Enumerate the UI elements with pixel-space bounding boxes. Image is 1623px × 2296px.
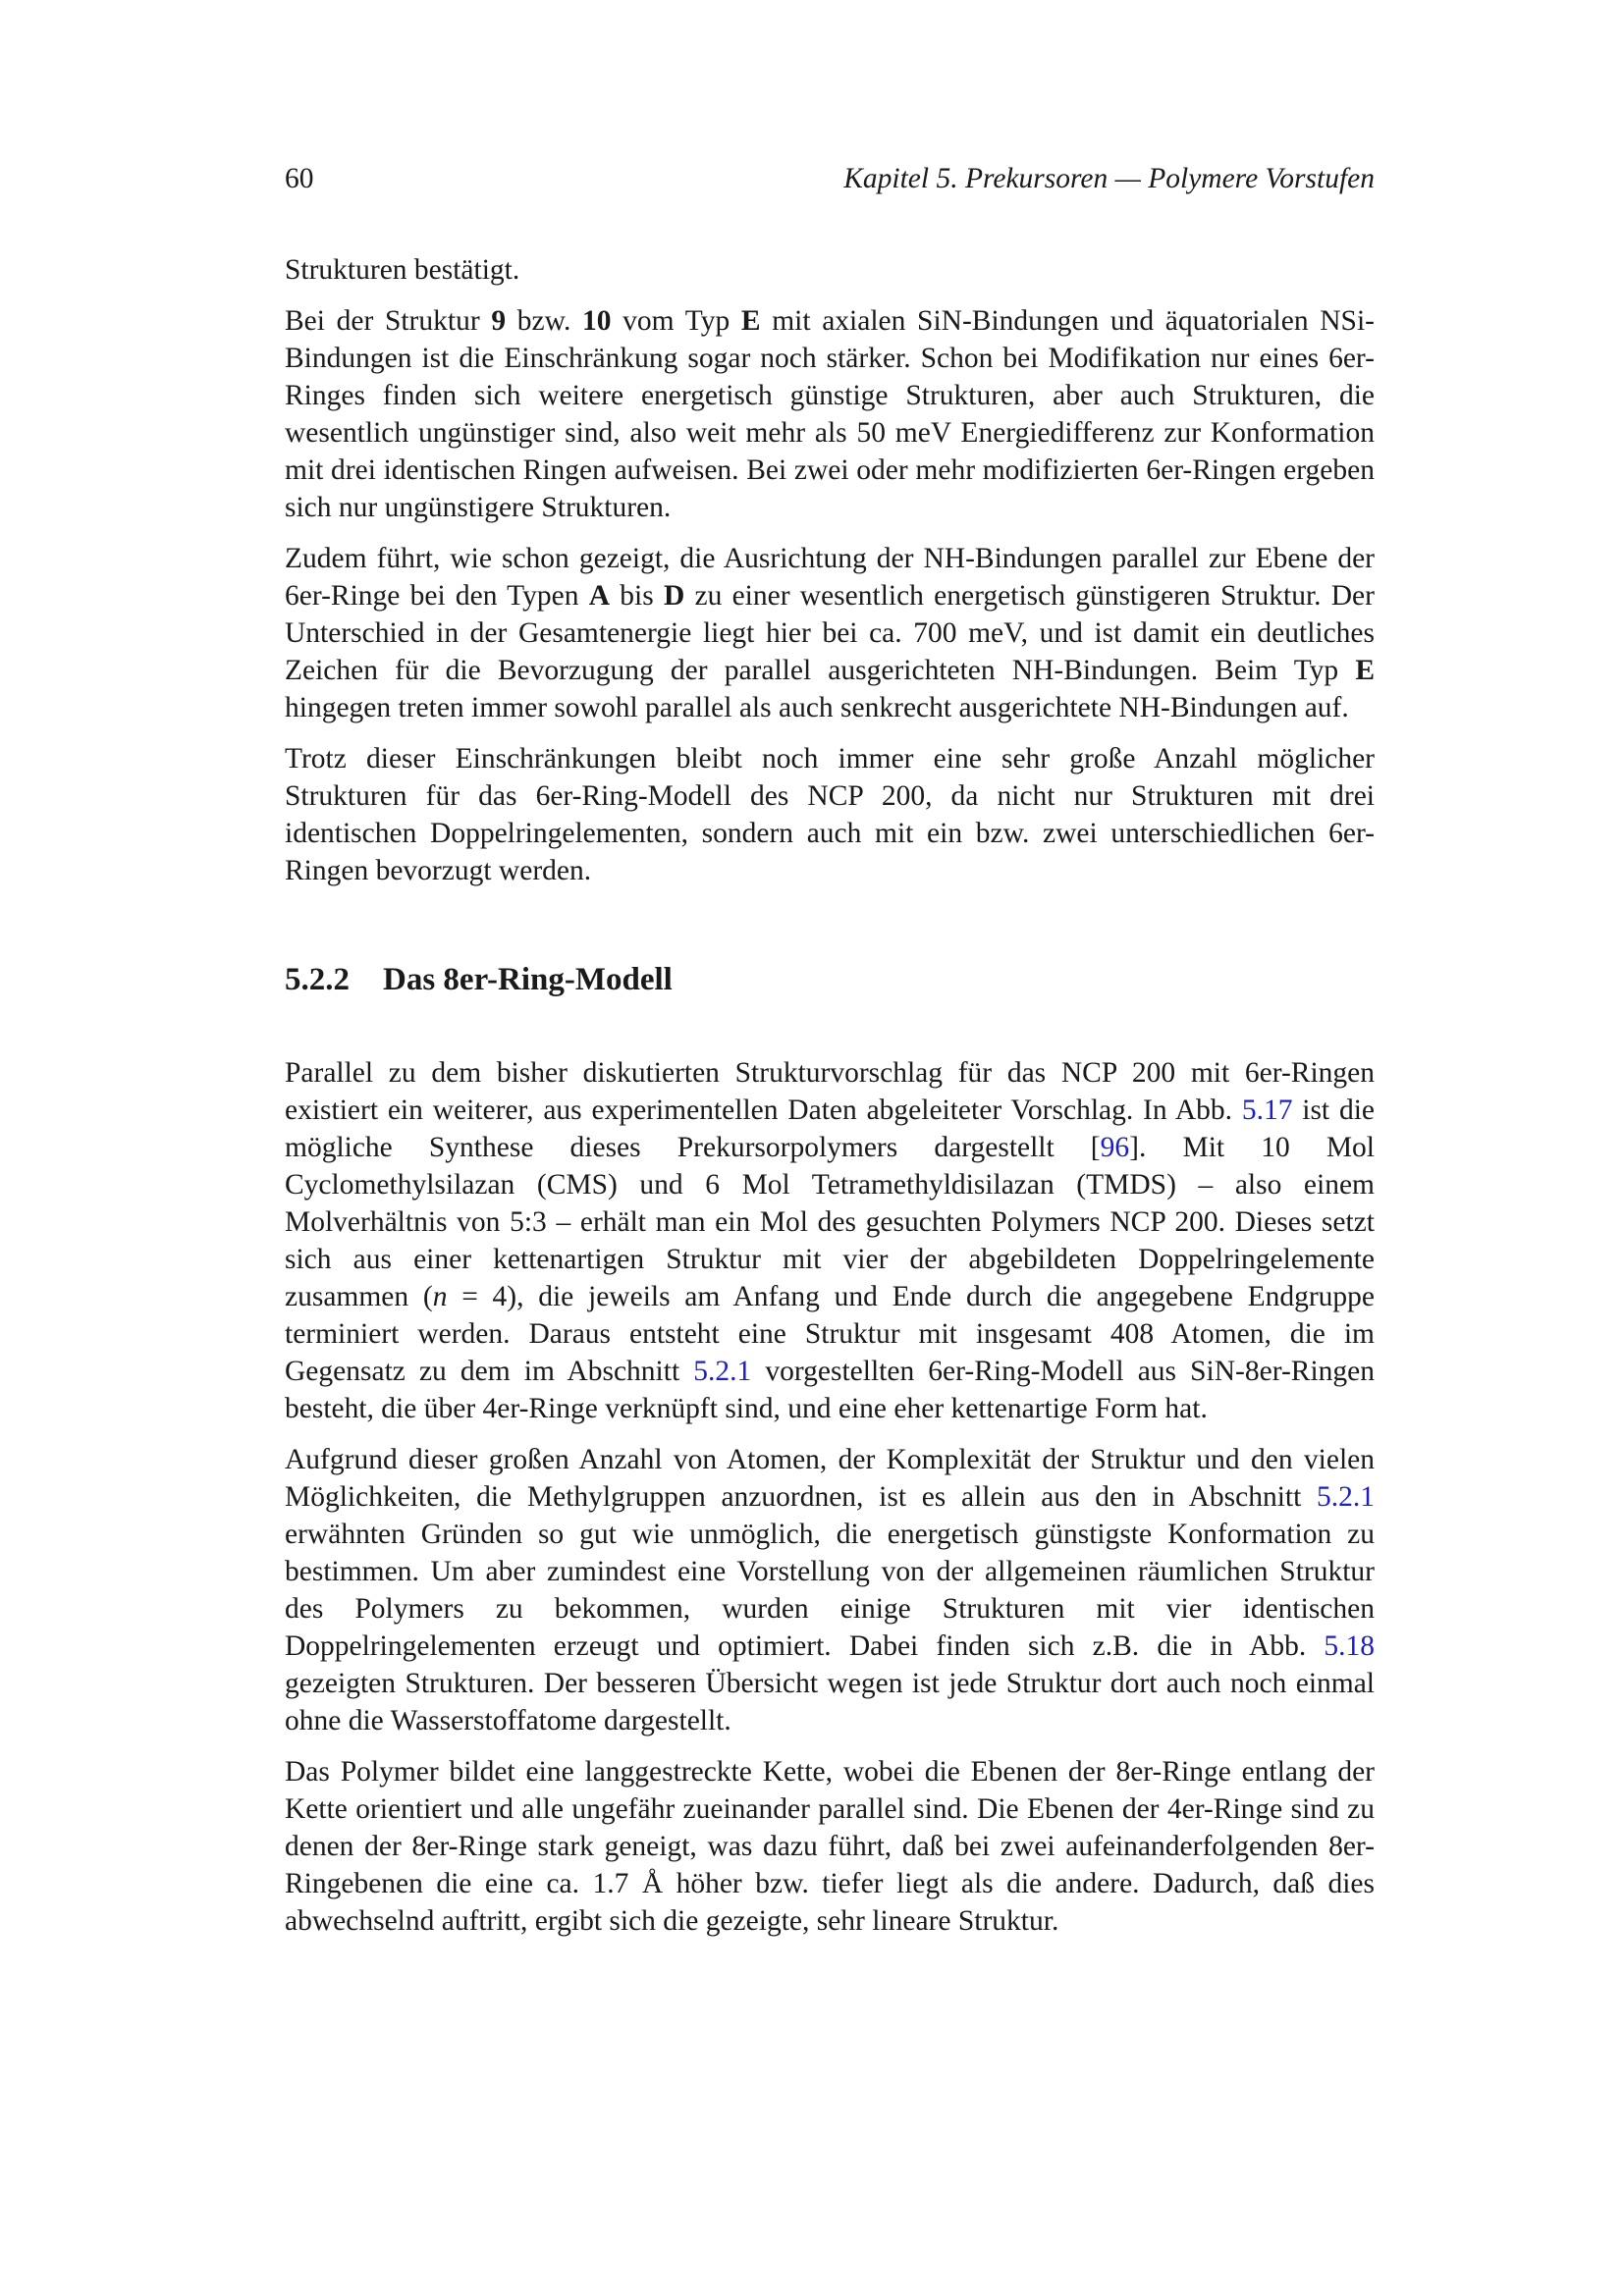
figure-ref-link[interactable]: 5.18 xyxy=(1324,1630,1375,1662)
paragraph-7 xyxy=(285,1753,1375,1940)
text-run: ]. Mit 10 Mol Cyclomethylsilazan (CMS) und 6 Mol Tetramethyldisilazan (TMDS) – also einem Molverhältnis von 5:3 – erhält man ein Mol des gesuchten Polymers NCP 200. Dieses setzt sich aus einer kettenartigen Struktur mit vier der abgebildeten Doppelringelemente zusammen ( xyxy=(285,1132,1375,1312)
paragraph-text: Strukturen bestätigt. xyxy=(285,254,520,286)
text-run: zu einer wesentlich energetisch günstigeren Struktur. Der Unterschied in der Gesamtenergie liegt hier bei ca. 700 meV, und ist damit ein deutliches Zeichen für die Bevorzugung der parallel ausgerichteten NH-Bindungen. Beim Typ xyxy=(285,580,1375,686)
math-variable: n xyxy=(432,1281,448,1312)
text-run: bzw. xyxy=(506,305,582,337)
structure-label: 9 xyxy=(491,305,507,337)
text-run: ist die mögliche Synthese dieses Prekursorpolymers dargestellt [ xyxy=(285,1095,1375,1163)
section-ref-link[interactable]: 5.2.1 xyxy=(1317,1481,1375,1513)
type-label: A xyxy=(588,580,611,612)
figure-ref-link[interactable]: 5.17 xyxy=(1241,1095,1293,1126)
body-text xyxy=(285,251,1375,1953)
type-label: E xyxy=(1355,655,1375,686)
text-run: Bei der Struktur xyxy=(285,305,492,337)
type-label: E xyxy=(740,305,761,337)
text-run: hingegen treten immer sowohl parallel als auch senkrecht ausgerichtete NH-Bindungen auf. xyxy=(285,692,1349,723)
paragraph-text: Trotz dieser Einschränkungen bleibt noch immer eine sehr große Anzahl möglicher Strukturen für das 6er-Ring-Modell des NCP 200, da nicht nur Strukturen mit drei identischen Doppelringelementen, sondern auch mit ein bzw. zwei unterschiedlichen 6er-Ringen bevorzugt werden. xyxy=(285,743,1375,886)
text-run: Parallel zu dem bisher diskutierten Strukturvorschlag für das NCP 200 mit 6er-Ringen existiert ein weiterer, aus experimentellen Daten abgeleiteter Vorschlag. In Abb. xyxy=(285,1057,1375,1126)
text-run: vom Typ xyxy=(611,305,741,337)
paragraph-2 xyxy=(285,302,1375,526)
text-run: Zudem führt, wie schon gezeigt, die Ausrichtung der NH-Bindungen parallel zur Ebene der 6er-Ringe bei den Typen xyxy=(285,543,1375,612)
text-run: Aufgrund dieser großen Anzahl von Atomen, der Komplexität der Struktur und den vielen Möglichkeiten, die Methylgruppen anzuordnen, ist es allein aus den in Abschnitt xyxy=(285,1444,1375,1513)
paragraph-6 xyxy=(285,1441,1375,1739)
paragraph-4 xyxy=(285,740,1375,889)
type-label: D xyxy=(663,580,685,612)
section-title: Das 8er-Ring-Modell xyxy=(383,962,673,997)
text-run: = 4), die jeweils am Anfang und Ende durch die angegebene Endgruppe terminiert werden. Daraus entsteht eine Struktur mit insgesamt 408 Atomen, die im Gegensatz zu dem im Abschnitt xyxy=(285,1281,1376,1387)
section-heading xyxy=(285,960,1375,999)
text-run: vorgestellten 6er-Ring-Modell aus SiN-8er-Ringen besteht, die über 4er-Ringe verknüpft sind, und eine eher kettenartige Form hat. xyxy=(285,1356,1375,1424)
citation-link[interactable]: 96 xyxy=(1100,1132,1130,1163)
section-number: 5.2.2 xyxy=(285,962,350,997)
section-ref-link[interactable]: 5.2.1 xyxy=(693,1356,752,1387)
text-run: bis xyxy=(610,580,664,612)
text-run: erwähnten Gründen so gut wie unmöglich, die energetisch günstigste Konformation zu bestimmen. Um aber zumindest eine Vorstellung von der allgemeinen räumlichen Struktur des Polymers zu bekommen, wurden einige Strukturen mit vier identischen Doppelringelementen erzeugt und optimiert. Dabei finden sich z.B. die in Abb. xyxy=(285,1519,1375,1662)
running-header xyxy=(285,159,1375,198)
paragraph-1 xyxy=(285,251,1375,289)
structure-label: 10 xyxy=(582,305,612,337)
text-run: mit axialen SiN-Bindungen und äquatorialen NSi-Bindungen ist die Einschränkung sogar noch stärker. Schon bei Modifikation nur eines 6er-Ringes finden sich weitere energetisch günstige Strukturen, aber auch Strukturen, die wesentlich ungünstiger sind, also weit mehr als 50 meV Energiedifferenz zur Konformation mit drei identischen Ringen aufweisen. Bei zwei oder mehr modifizierten 6er-Ringen ergeben sich nur ungünstigere Strukturen. xyxy=(285,305,1375,523)
paragraph-text: Das Polymer bildet eine langgestreckte Kette, wobei die Ebenen der 8er-Ringe entlang der Kette orientiert und alle ungefähr zueinander parallel sind. Die Ebenen der 4er-Ringe sind zu denen der 8er-Ringe stark geneigt, was dazu führt, daß bei zwei aufeinanderfolgenden 8er-Ringebenen die eine ca. 1.7 Å höher bzw. tiefer liegt als die andere. Dadurch, daß dies abwechselnd auftritt, ergibt sich die gezeigte, sehr lineare Struktur. xyxy=(285,1756,1375,1937)
text-run: gezeigten Strukturen. Der besseren Übersicht wegen ist jede Struktur dort auch noch einmal ohne die Wasserstoffatome dargestellt. xyxy=(285,1668,1375,1736)
page-number: 60 xyxy=(285,163,314,194)
paragraph-5 xyxy=(285,1054,1375,1427)
paragraph-3 xyxy=(285,540,1375,726)
chapter-title: Kapitel 5. Prekursoren — Polymere Vorstufen xyxy=(843,163,1375,194)
